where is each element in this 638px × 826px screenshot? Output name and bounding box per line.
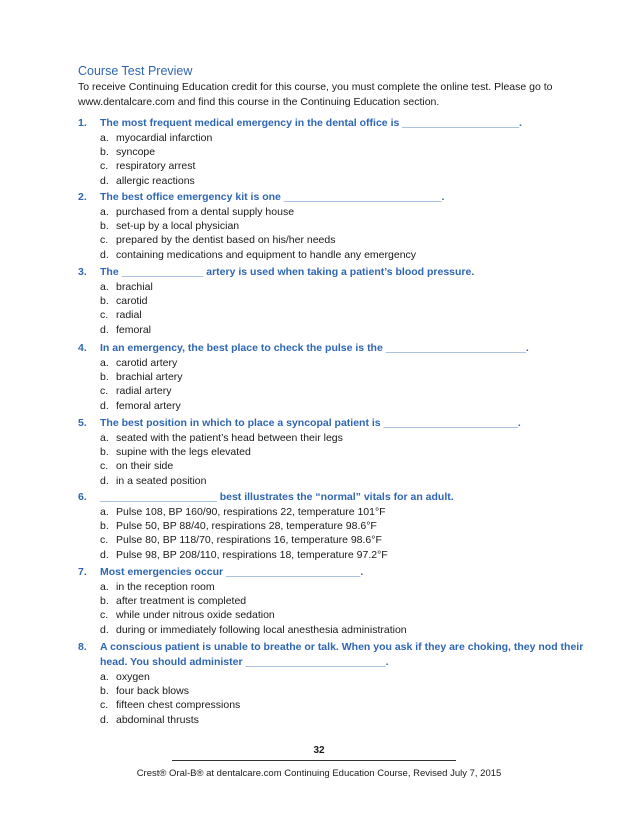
option-text: oxygen xyxy=(116,671,150,683)
option-text: Pulse 80, BP 118/70, respirations 16, temperature 98.6°F xyxy=(116,534,382,547)
question-3 xyxy=(78,265,603,337)
option-text: allergic reactions xyxy=(116,174,195,187)
option-letter: c. xyxy=(100,160,109,173)
option-text: after treatment is completed xyxy=(116,595,247,608)
option-text: carotid xyxy=(116,295,148,308)
option-letter: d. xyxy=(100,474,109,487)
answer-option xyxy=(100,323,603,337)
option-text: respiratory arrest xyxy=(116,160,196,173)
question-text: The best position in which to place a syncopal patient is _______________________. xyxy=(100,417,521,429)
answer-option xyxy=(100,594,603,608)
option-text: supine with the legs elevated xyxy=(116,446,251,459)
option-letter: d. xyxy=(100,248,109,261)
answer-option xyxy=(100,248,603,262)
question-text: The best office emergency kit is one ___________________________. xyxy=(100,191,445,203)
answer-option xyxy=(100,159,603,173)
option-letter: c. xyxy=(100,460,109,473)
answer-option xyxy=(100,519,603,533)
option-letter: a. xyxy=(100,357,109,369)
answer-option xyxy=(100,684,603,698)
option-text: brachial xyxy=(116,281,153,293)
option-letter: b. xyxy=(100,146,109,159)
answer-option xyxy=(100,219,603,233)
question-1 xyxy=(78,116,603,188)
answer-option xyxy=(100,474,603,488)
option-text: fifteen chest compressions xyxy=(116,699,241,712)
option-text: Pulse 98, BP 208/110, respirations 18, temperature 97.2°F xyxy=(116,548,388,561)
option-letter: b. xyxy=(100,595,109,608)
question-8 xyxy=(78,640,603,727)
answer-option xyxy=(100,280,603,294)
answer-option xyxy=(100,356,603,370)
answer-option xyxy=(100,131,603,145)
question-stem xyxy=(78,416,603,431)
question-number: 3. xyxy=(78,266,87,278)
question-number: 7. xyxy=(78,566,87,578)
answer-option xyxy=(100,580,603,594)
option-text: on their side xyxy=(116,460,174,473)
answer-option xyxy=(100,145,603,159)
answer-option xyxy=(100,713,603,727)
option-letter: a. xyxy=(100,281,109,293)
answer-option xyxy=(100,174,603,188)
option-letter: a. xyxy=(100,432,109,444)
answer-option xyxy=(100,205,603,219)
question-stem xyxy=(78,490,603,505)
option-letter: c. xyxy=(100,385,109,398)
page-footer: Crest® Oral-B® at dentalcare.com Continuing Education Course, Revised July 7, 2015 xyxy=(136,768,502,779)
question-4 xyxy=(78,341,603,413)
option-text: syncope xyxy=(116,146,156,159)
answer-option xyxy=(100,294,603,308)
answer-option xyxy=(100,233,603,247)
answer-option xyxy=(100,548,603,562)
option-letter: b. xyxy=(100,220,109,233)
page-number: 32 xyxy=(313,745,325,756)
option-text: femoral xyxy=(116,323,152,336)
question-stem xyxy=(78,640,603,670)
option-text: abdominal thrusts xyxy=(116,713,199,726)
answer-option xyxy=(100,533,603,547)
question-2 xyxy=(78,190,603,262)
question-stem xyxy=(78,341,603,356)
option-letter: c. xyxy=(100,699,109,712)
question-number: 8. xyxy=(78,641,87,653)
question-stem xyxy=(78,190,603,205)
option-letter: d. xyxy=(100,323,109,336)
answer-option xyxy=(100,384,603,398)
answer-option xyxy=(100,308,603,322)
option-letter: b. xyxy=(100,520,109,533)
question-stem xyxy=(78,565,603,580)
option-text: Pulse 50, BP 88/40, respirations 28, temperature 98.6°F xyxy=(116,520,377,533)
answer-option xyxy=(100,698,603,712)
option-letter: a. xyxy=(100,132,109,144)
option-text: femoral artery xyxy=(116,399,181,412)
answer-option xyxy=(100,623,603,637)
question-stem xyxy=(78,116,603,131)
option-letter: d. xyxy=(100,548,109,561)
option-text: myocardial infarction xyxy=(116,132,213,144)
option-letter: d. xyxy=(100,623,109,636)
option-text: brachial artery xyxy=(116,371,183,384)
option-text: containing medications and equipment to handle any emergency xyxy=(116,248,417,261)
option-letter: b. xyxy=(100,371,109,384)
answer-option xyxy=(100,370,603,384)
option-text: radial xyxy=(116,309,142,322)
intro-paragraph: To receive Continuing Education credit for this course, you must complete the online test. Please go to www.dentalcare.com and find this course in the Continuing Education section. xyxy=(78,81,553,108)
option-letter: d. xyxy=(100,713,109,726)
option-letter: c. xyxy=(100,309,109,322)
option-letter: b. xyxy=(100,446,109,459)
question-text: A conscious patient is unable to breathe or talk. When you ask if they are choking, they nod their head. You should administer ________________________. xyxy=(100,641,584,668)
question-text: ____________________ best illustrates the “normal” vitals for an adult. xyxy=(100,491,454,503)
question-6 xyxy=(78,490,603,562)
option-letter: a. xyxy=(100,581,109,593)
option-letter: c. xyxy=(100,609,109,622)
question-5 xyxy=(78,416,603,488)
question-7 xyxy=(78,565,603,637)
option-letter: a. xyxy=(100,506,109,518)
question-text: The ______________ artery is used when taking a patient’s blood pressure. xyxy=(100,266,475,278)
option-letter: a. xyxy=(100,671,109,683)
option-text: purchased from a dental supply house xyxy=(116,206,295,218)
option-letter: c. xyxy=(100,534,109,547)
question-number: 4. xyxy=(78,342,87,354)
question-stem xyxy=(78,265,603,280)
option-text: seated with the patient’s head between their legs xyxy=(116,432,343,444)
option-letter: a. xyxy=(100,206,109,218)
option-letter: d. xyxy=(100,399,109,412)
option-text: while under nitrous oxide sedation xyxy=(116,609,275,622)
answer-option xyxy=(100,459,603,473)
option-text: prepared by the dentist based on his/her needs xyxy=(116,234,336,247)
footer-divider xyxy=(172,760,456,761)
question-number: 6. xyxy=(78,491,87,503)
question-number: 5. xyxy=(78,417,87,429)
option-text: in the reception room xyxy=(116,581,215,593)
option-text: four back blows xyxy=(116,685,189,698)
question-text: In an emergency, the best place to check the pulse is the ________________________. xyxy=(100,342,529,354)
option-text: Pulse 108, BP 160/90, respirations 22, temperature 101°F xyxy=(116,506,386,518)
option-text: in a seated position xyxy=(116,474,207,487)
answer-option xyxy=(100,608,603,622)
option-letter: b. xyxy=(100,685,109,698)
answer-option xyxy=(100,399,603,413)
answer-option xyxy=(100,431,603,445)
answer-option xyxy=(100,505,603,519)
option-letter: b. xyxy=(100,295,109,308)
question-text: Most emergencies occur _______________________. xyxy=(100,566,364,578)
question-number: 1. xyxy=(78,117,87,129)
option-text: carotid artery xyxy=(116,357,178,369)
answer-option xyxy=(100,670,603,684)
question-number: 2. xyxy=(78,191,87,203)
question-text: The most frequent medical emergency in the dental office is ____________________. xyxy=(100,117,522,129)
option-letter: d. xyxy=(100,174,109,187)
option-letter: c. xyxy=(100,234,109,247)
section-title: Course Test Preview xyxy=(78,64,193,78)
option-text: set-up by a local physician xyxy=(116,220,240,233)
answer-option xyxy=(100,445,603,459)
option-text: during or immediately following local anesthesia administration xyxy=(116,623,407,636)
option-text: radial artery xyxy=(116,385,172,398)
